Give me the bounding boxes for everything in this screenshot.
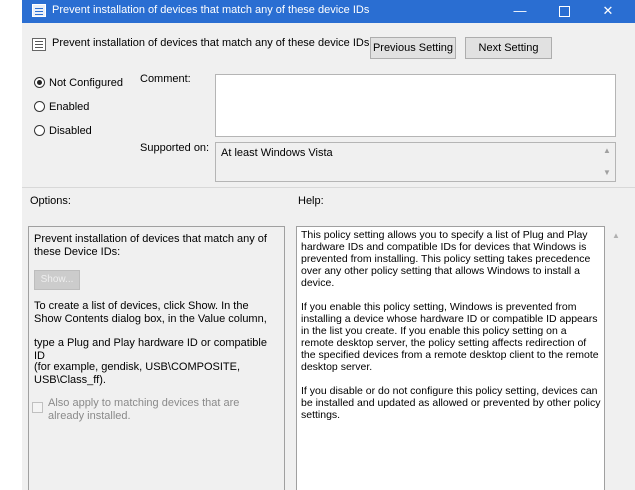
radio-label: Disabled — [49, 125, 92, 137]
options-description: Prevent installation of devices that match any of these Device IDs: — [34, 233, 267, 258]
policy-window-icon — [32, 4, 46, 17]
options-instruction: (for example, gendisk, USB\COMPOSITE, USB\Class_ff). — [34, 361, 241, 386]
radio-unselected-icon — [34, 101, 45, 112]
also-apply-label: Also apply to matching devices that are already installed. — [48, 397, 240, 422]
comment-label: Comment: — [140, 73, 191, 85]
radio-unselected-icon — [34, 125, 45, 136]
supported-on-field — [215, 142, 616, 182]
help-paragraph: If you disable or do not configure this policy setting, devices can be installed and updated as allowed or prevented by other policy settings. — [301, 385, 601, 421]
radio-disabled[interactable] — [34, 125, 92, 141]
minimize-button[interactable]: — — [513, 3, 527, 18]
radio-label: Enabled — [49, 101, 90, 113]
help-paragraph: This policy setting allows you to specify a list of Plug and Play hardware IDs and compatible IDs for devices that Windows is prevented from installing. This policy setting takes precedence over any other policy setting that allows Windows to install a device. — [301, 229, 591, 289]
options-instruction: To create a list of devices, click Show. In the Show Contents dialog box, in the Value column, — [34, 300, 267, 325]
supported-on-label: Supported on: — [140, 142, 210, 154]
help-label: Help: — [298, 195, 324, 207]
maximize-button[interactable] — [542, 0, 586, 23]
radio-not-configured[interactable] — [34, 77, 123, 93]
section-divider — [22, 187, 635, 188]
comment-field[interactable] — [215, 74, 616, 137]
options-instruction: type a Plug and Play hardware ID or compatible ID — [34, 337, 267, 362]
next-setting-button[interactable]: Next Setting — [465, 37, 552, 59]
scroll-down-icon: ▼ — [603, 168, 611, 177]
also-apply-checkbox[interactable] — [32, 402, 43, 413]
show-button[interactable]: Show... — [34, 270, 80, 290]
close-button[interactable]: ✕ — [602, 3, 614, 18]
scroll-up-icon: ▲ — [603, 146, 611, 155]
help-pane[interactable] — [296, 226, 605, 490]
previous-setting-button[interactable]: Previous Setting — [370, 37, 456, 59]
policy-setting-icon — [32, 38, 46, 51]
help-text — [301, 229, 601, 433]
supported-on-value: At least Windows Vista — [221, 147, 333, 159]
policy-dialog — [22, 23, 635, 490]
radio-label: Not Configured — [49, 77, 123, 89]
help-paragraph: If you enable this policy setting, Windows is prevented from installing a device whose hardware ID or compatible ID appears in the list you create. If you enable this policy setting on a remote desktop server, the policy setting affects redirection of the specified devices from a remote desktop client to the remote desktop server. — [301, 301, 599, 373]
title-bar[interactable] — [22, 0, 635, 23]
window-title: Prevent installation of devices that match any of these device IDs — [52, 4, 370, 16]
policy-name: Prevent installation of devices that match any of these device IDs — [52, 37, 370, 49]
options-pane — [28, 226, 285, 490]
radio-selected-icon — [34, 77, 45, 88]
help-scroll-up-icon[interactable]: ▲ — [612, 231, 620, 240]
options-label: Options: — [30, 195, 71, 207]
maximize-icon — [559, 6, 570, 17]
radio-enabled[interactable] — [34, 101, 89, 117]
